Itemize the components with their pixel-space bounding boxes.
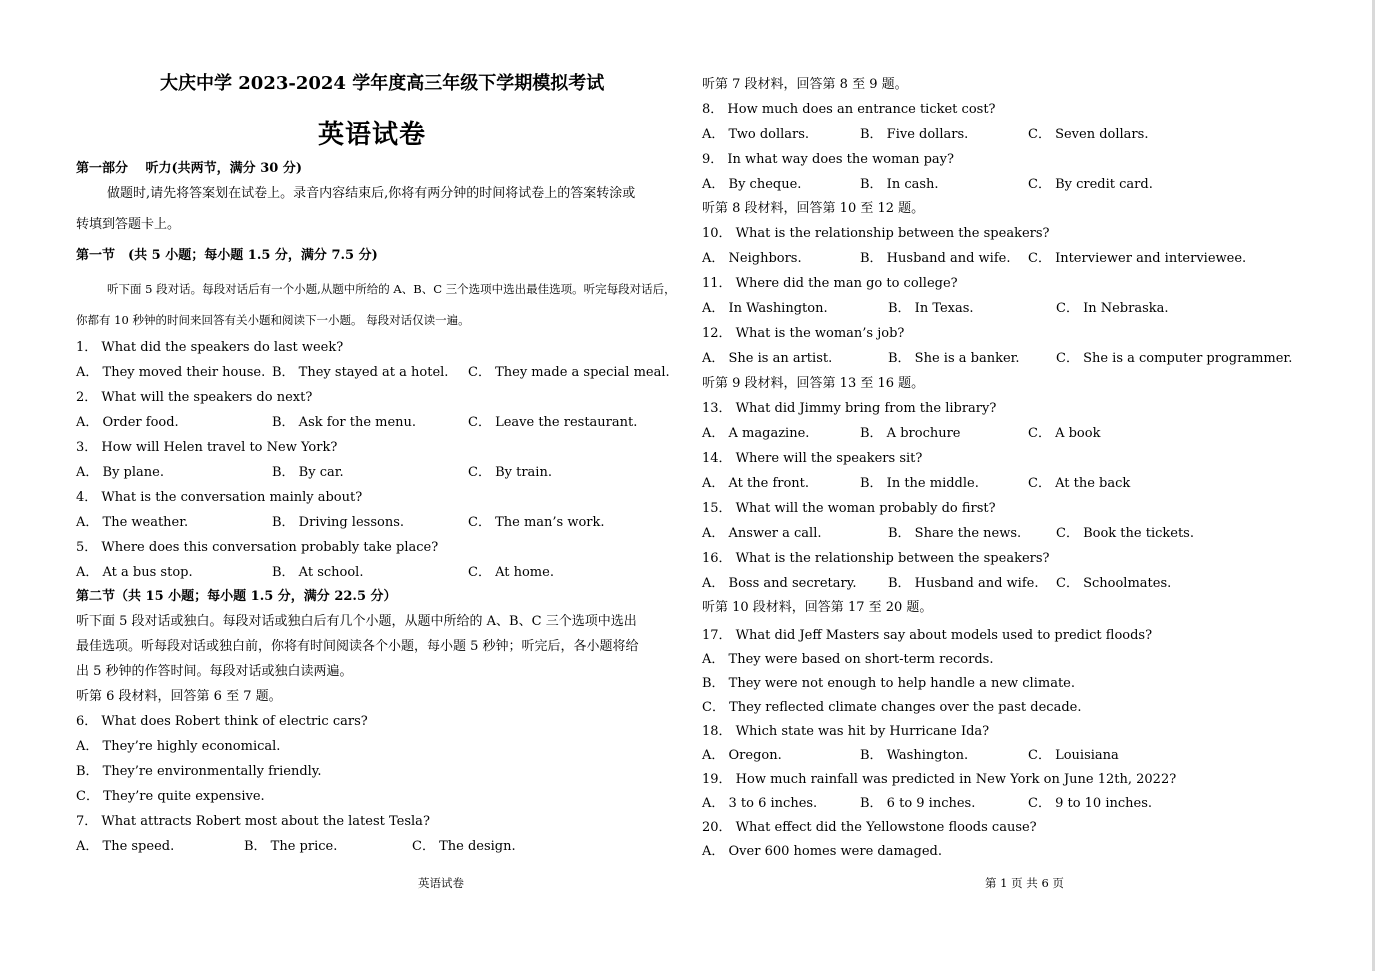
question-16: 16． What is the relationship between the speakers? — [702, 551, 1050, 566]
material-9-heading: 听第 9 段材料，回答第 13 至 16 题。 — [702, 376, 925, 391]
section1-heading: 第一节 (共 5 小题；每小题 1.5 分，满分 7.5 分) — [76, 248, 378, 263]
question-9: 9． In what way does the woman pay? — [702, 152, 954, 167]
q15-option-b: B． Share the news. — [888, 526, 1022, 541]
material-10-heading: 听第 10 段材料，回答第 17 至 20 题。 — [702, 600, 933, 615]
question-6: 6． What does Robert think of electric cars? — [76, 714, 368, 729]
question-12: 12． What is the woman’s job? — [702, 326, 905, 341]
q3-option-c: C． By train. — [468, 465, 552, 480]
q5-option-a: A． At a bus stop. — [76, 565, 193, 580]
q19-option-c: C． 9 to 10 inches. — [1028, 796, 1153, 811]
q14-option-b: B． In the middle. — [860, 476, 979, 491]
part1-heading: 第一部分 听力(共两节，满分 30 分) — [76, 161, 302, 176]
q9-option-c: C． By credit card. — [1028, 177, 1153, 192]
question-17: 17． What did Jeff Masters say about models used to predict floods? — [702, 628, 1153, 643]
q19-option-b: B． 6 to 9 inches. — [860, 796, 976, 811]
q19-option-a: A． 3 to 6 inches. — [702, 796, 818, 811]
question-5: 5． Where does this conversation probably take place? — [76, 540, 439, 555]
q14-option-c: C． At the back — [1028, 476, 1131, 491]
question-14: 14． Where will the speakers sit? — [702, 451, 923, 466]
material-7-heading: 听第 7 段材料，回答第 8 至 9 题。 — [702, 77, 908, 92]
question-7: 7． What attracts Robert most about the latest Tesla? — [76, 814, 430, 829]
q9-option-b: B． In cash. — [860, 177, 939, 192]
q18-option-a: A． Oregon. — [702, 748, 782, 763]
material-6-heading: 听第 6 段材料，回答第 6 至 7 题。 — [76, 689, 282, 704]
section2-instruction-cont: 最佳选项。听每段对话或独白前，你将有时间阅读各个小题，每小题 5 秒钟；听完后，各小题将给 — [76, 639, 639, 654]
q4-option-c: C． The man’s work. — [468, 515, 605, 530]
q5-option-c: C． At home. — [468, 565, 554, 580]
part1-instruction-cont: 转填到答题卡上。 — [76, 217, 181, 232]
q16-option-c: C． Schoolmates. — [1056, 576, 1172, 591]
q18-option-c: C． Louisiana — [1028, 748, 1119, 763]
subject-title: 英语试卷 — [318, 120, 427, 150]
q4-option-a: A． The weather. — [76, 515, 189, 530]
question-3: 3． How will Helen travel to New York? — [76, 440, 338, 455]
material-8-heading: 听第 8 段材料，回答第 10 至 12 题。 — [702, 201, 925, 216]
section2-heading: 第二节（共 15 小题；每小题 1.5 分，满分 22.5 分） — [76, 589, 397, 604]
q1-option-a: A． They moved their house. — [76, 365, 266, 380]
section1-instruction: 听下面 5 段对话。每段对话后有一个小题,从题中所给的 A、B、C 三个选项中选出最佳选项。听完每段对话后， — [107, 282, 676, 296]
q7-option-a: A． The speed. — [76, 839, 175, 854]
question-1: 1． What did the speakers do last week? — [76, 340, 344, 355]
q17-option-a: A． They were based on short-term records. — [702, 652, 994, 667]
q8-option-c: C． Seven dollars. — [1028, 127, 1149, 142]
q16-option-a: A． Boss and secretary. — [702, 576, 857, 591]
q1-option-c: C． They made a special meal. — [468, 365, 670, 380]
q6-option-c: C． They’re quite expensive. — [76, 789, 265, 804]
question-20: 20． What effect did the Yellowstone floods cause? — [702, 820, 1037, 835]
q11-option-a: A． In Washington. — [702, 301, 828, 316]
question-19: 19． How much rainfall was predicted in New York on June 12th, 2022? — [702, 772, 1177, 787]
q14-option-a: A． At the front. — [702, 476, 810, 491]
q15-option-a: A． Answer a call. — [702, 526, 822, 541]
q8-option-b: B． Five dollars. — [860, 127, 969, 142]
q18-option-b: B． Washington. — [860, 748, 969, 763]
q20-option-a: A． Over 600 homes were damaged. — [702, 844, 943, 859]
question-18: 18． Which state was hit by Hurricane Ida? — [702, 724, 990, 739]
question-13: 13． What did Jimmy bring from the library? — [702, 401, 997, 416]
q13-option-a: A． A magazine. — [702, 426, 810, 441]
q10-option-b: B． Husband and wife. — [860, 251, 1011, 266]
q3-option-a: A． By plane. — [76, 465, 164, 480]
q17-option-c: C． They reflected climate changes over the past decade. — [702, 700, 1082, 715]
q1-option-b: B． They stayed at a hotel. — [272, 365, 449, 380]
question-11: 11． Where did the man go to college? — [702, 276, 958, 291]
school-title: 大庆中学 2023-2024 学年度高三年级下学期模拟考试 — [160, 73, 605, 94]
q15-option-c: C． Book the tickets. — [1056, 526, 1194, 541]
q6-option-a: A． They’re highly economical. — [76, 739, 281, 754]
question-15: 15． What will the woman probably do first? — [702, 501, 996, 516]
q10-option-a: A． Neighbors. — [702, 251, 802, 266]
question-2: 2． What will the speakers do next? — [76, 390, 313, 405]
q2-option-b: B． Ask for the menu. — [272, 415, 417, 430]
q3-option-b: B． By car. — [272, 465, 344, 480]
section1-instruction-cont: 你都有 10 秒钟的时间来回答有关小题和阅读下一小题。 每段对话仅读一遍。 — [76, 313, 470, 327]
q13-option-b: B． A brochure — [860, 426, 961, 441]
q8-option-a: A． Two dollars. — [702, 127, 810, 142]
q6-option-b: B． They’re environmentally friendly. — [76, 764, 322, 779]
q11-option-b: B． In Texas. — [888, 301, 974, 316]
q12-option-c: C． She is a computer programmer. — [1056, 351, 1293, 366]
q7-option-b: B． The price. — [244, 839, 338, 854]
q12-option-a: A． She is an artist. — [702, 351, 833, 366]
left-footer: 英语试卷 — [418, 876, 464, 890]
q16-option-b: B． Husband and wife. — [888, 576, 1039, 591]
q2-option-c: C． Leave the restaurant. — [468, 415, 638, 430]
q5-option-b: B． At school. — [272, 565, 364, 580]
q11-option-c: C． In Nebraska. — [1056, 301, 1169, 316]
q13-option-c: C． A book — [1028, 426, 1101, 441]
section2-instruction-end: 出 5 秒钟的作答时间。每段对话或独白读两遍。 — [76, 664, 353, 679]
q12-option-b: B． She is a banker. — [888, 351, 1020, 366]
q4-option-b: B． Driving lessons. — [272, 515, 405, 530]
page-number: 第 1 页 共 6 页 — [985, 876, 1064, 890]
section2-instruction: 听下面 5 段对话或独白。每段对话或独白后有几个小题，从题中所给的 A、B、C 三个选项中选出 — [76, 614, 637, 629]
question-8: 8． How much does an entrance ticket cost? — [702, 102, 996, 117]
q9-option-a: A． By cheque. — [702, 177, 802, 192]
part1-instruction: 做题时,请先将答案划在试卷上。录音内容结束后,你将有两分钟的时间将试卷上的答案转涂或 — [107, 186, 636, 201]
q2-option-a: A． Order food. — [76, 415, 179, 430]
question-4: 4． What is the conversation mainly about? — [76, 490, 363, 505]
q7-option-c: C． The design. — [412, 839, 516, 854]
question-10: 10． What is the relationship between the speakers? — [702, 226, 1050, 241]
q17-option-b: B． They were not enough to help handle a new climate. — [702, 676, 1076, 691]
q10-option-c: C． Interviewer and interviewee. — [1028, 251, 1247, 266]
